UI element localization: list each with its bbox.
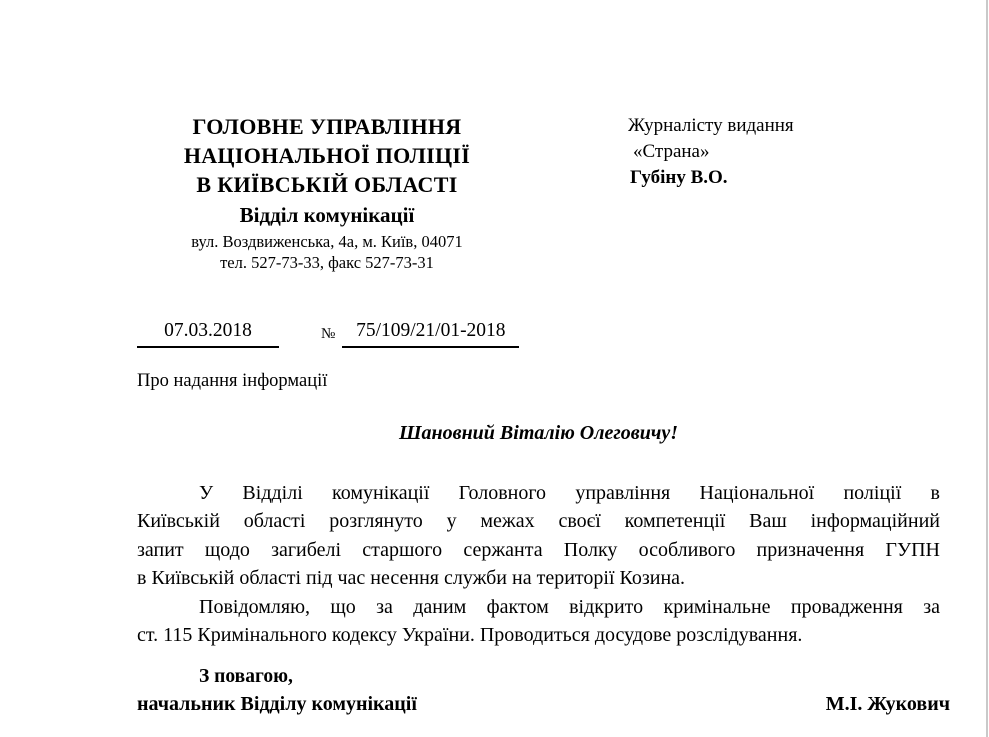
- body-paragraph-1-line-1: У Відділі комунікації Головного управління Національної поліції в: [199, 482, 940, 504]
- addressee-publication: «Страна»: [633, 141, 710, 162]
- salutation: Шановний Віталію Олеговичу!: [399, 422, 678, 444]
- body-paragraph-2-line-2: ст. 115 Кримінального кодексу України. Проводиться досудове розслідування.: [137, 624, 803, 647]
- signer-name: М.І. Жукович: [825, 693, 950, 715]
- body-paragraph-1-line-2: Київській області розглянуто у межах своєї компетенції Ваш інформаційний: [137, 510, 940, 533]
- body-paragraph-2-line-1: Повідомляю, що за даним фактом відкрито кримінальне провадження за: [199, 595, 940, 618]
- reference-row: [137, 320, 519, 348]
- department-name: Відділ комунікації: [239, 203, 415, 227]
- org-address: вул. Воздвиженська, 4а, м. Київ, 04071: [191, 232, 463, 251]
- addressee-role: Журналісту видання: [628, 115, 794, 136]
- signer-position: начальник Відділу комунікації: [137, 693, 417, 715]
- org-name-line-2: НАЦІОНАЛЬНОЇ ПОЛІЦІЇ: [183, 143, 471, 168]
- signature-closing: З повагою,: [199, 666, 293, 687]
- number-sign: №: [321, 326, 336, 342]
- addressee-name: Губіну В.О.: [630, 167, 728, 188]
- org-phone: тел. 527-73-33, факс 527-73-31: [220, 253, 434, 272]
- body-paragraph-1-line-3: запит щодо загибелі старшого сержанта Полку особливого призначення ГУПН: [137, 538, 940, 561]
- org-name-line-1: ГОЛОВНЕ УПРАВЛІННЯ: [192, 114, 462, 139]
- signature-row: [137, 693, 950, 716]
- body-paragraph-1-line-4: в Київській області під час несення служби на території Козина.: [137, 567, 686, 590]
- letter-number: 75/109/21/01-2018: [342, 320, 519, 348]
- letter-date: 07.03.2018: [137, 320, 279, 348]
- addressee-block: [628, 113, 794, 191]
- letterhead: [140, 112, 514, 273]
- subject-line: Про надання інформації: [137, 371, 328, 391]
- org-name-line-3: В КИЇВСЬКІЙ ОБЛАСТІ: [196, 172, 458, 197]
- page-edge-line: [986, 0, 988, 737]
- letter-body: [137, 479, 940, 649]
